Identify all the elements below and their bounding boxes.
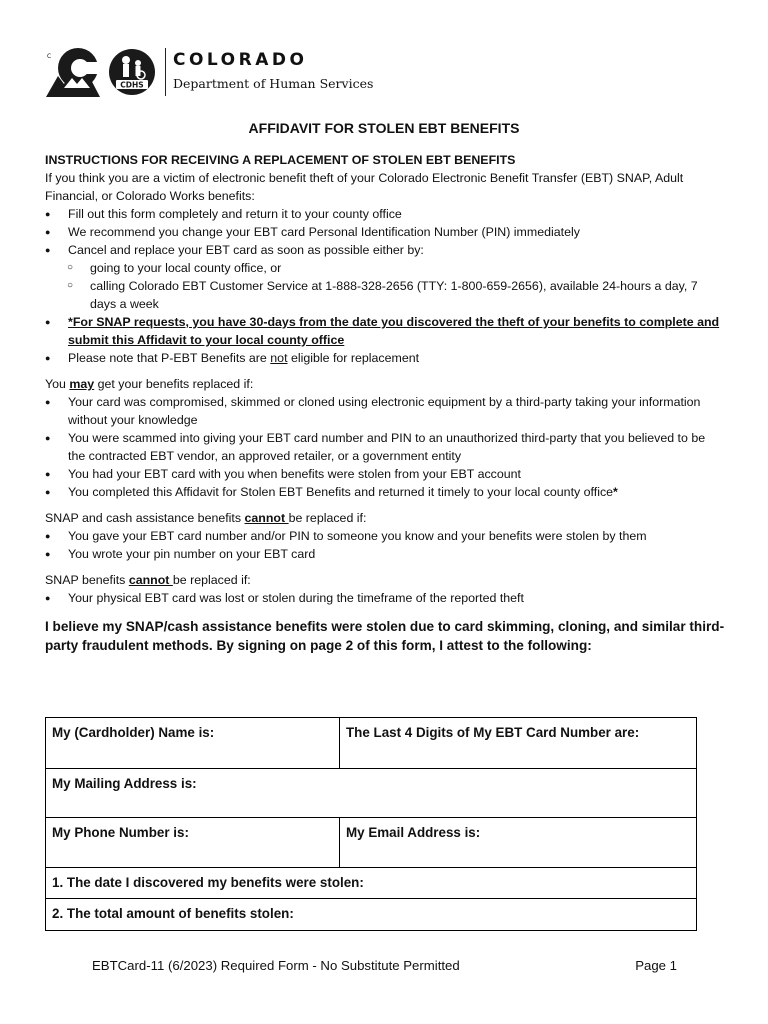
list-item: ○ going to your local county office, or [45,259,725,277]
cannot-lead: SNAP and cash assistance benefits cannot be replaced if: [45,511,367,525]
page-number: Page 1 [635,958,677,973]
list-item: ○ calling Colorado EBT Customer Service at 1-888-328-2656 (TTY: 1-800-659-2656), available 24-hours a day, 7 days a week [45,277,725,313]
svg-text:C: C [47,53,52,60]
list-item: ● Please note that P-EBT Benefits are not eligible for replacement [45,349,725,367]
form-id-footer: EBTCard-11 (6/2023) Required Form - No Substitute Permitted [92,958,460,973]
instruction-list-2 [45,313,725,367]
logo-divider [165,48,166,96]
svg-text:CDHS: CDHS [120,80,144,90]
instructions-heading: INSTRUCTIONS FOR RECEIVING A REPLACEMENT OF STOLEN EBT BENEFITS [45,153,516,167]
snap-cannot-lead: SNAP benefits cannot be replaced if: [45,573,251,587]
page-header [44,44,374,102]
list-item: ● You had your EBT card with you when benefits were stolen from your EBT account [45,465,725,483]
list-item: ● We recommend you change your EBT card Personal Identification Number (PIN) immediately [45,223,725,241]
phone-number-field[interactable]: My Phone Number is: [46,818,340,868]
document-title: AFFIDAVIT FOR STOLEN EBT BENEFITS [248,120,520,136]
mailing-address-field[interactable]: My Mailing Address is: [46,769,697,818]
snap-deadline-note: ● *For SNAP requests, you have 30-days from the date you discovered the theft of your benefits to complete and submit this Affidavit to your local county office [45,313,725,349]
cardholder-info-form [45,717,697,931]
instruction-sublist [45,259,725,313]
list-item: ● You gave your EBT card number and/or PIN to someone you know and your benefits were stolen by them [45,527,725,545]
attestation-statement: I believe my SNAP/cash assistance benefits were stolen due to card skimming, cloning, and similar third-party fraudulent methods. By signing on page 2 of this form, I attest to the following: [45,619,725,653]
org-name: COLORADO [173,50,308,70]
department-name: Department of Human Services [173,76,374,91]
theft-date-field[interactable]: 1. The date I discovered my benefits were stolen: [46,868,697,899]
colorado-c-logo [44,44,106,100]
list-item: ● Fill out this form completely and return it to your county office [45,205,725,223]
snap-cannot-list [45,589,725,607]
cannot-list [45,527,725,563]
amount-stolen-field[interactable]: 2. The total amount of benefits stolen: [46,899,697,931]
cdhs-seal-logo [108,48,156,96]
may-lead: You may get your benefits replaced if: [45,377,254,391]
list-item: ● Your physical EBT card was lost or stolen during the timeframe of the reported theft [45,589,725,607]
list-item: ● You were scammed into giving your EBT card number and PIN to an unauthorized third-party that you believed to be the contracted EBT vendor, an approved retailer, or a government entity [45,429,725,465]
card-last-digits-field[interactable]: The Last 4 Digits of My EBT Card Number are: [340,718,697,769]
instructions-intro: If you think you are a victim of electronic benefit theft of your Colorado Electronic Benefit Transfer (EBT) SNAP, Adult Financial, or Colorado Works benefits: [45,171,684,203]
list-item: ● You completed this Affidavit for Stolen EBT Benefits and returned it timely to your local county office* [45,483,725,501]
instruction-list [45,205,725,259]
instructions-body [45,151,725,655]
list-item: ● Your card was compromised, skimmed or cloned using electronic equipment by a third-party taking your information without your knowledge [45,393,725,429]
email-address-field[interactable]: My Email Address is: [340,818,697,868]
cardholder-name-field[interactable]: My (Cardholder) Name is: [46,718,340,769]
may-list [45,393,725,501]
list-item: ● Cancel and replace your EBT card as soon as possible either by: [45,241,725,259]
list-item: ● You wrote your pin number on your EBT card [45,545,725,563]
